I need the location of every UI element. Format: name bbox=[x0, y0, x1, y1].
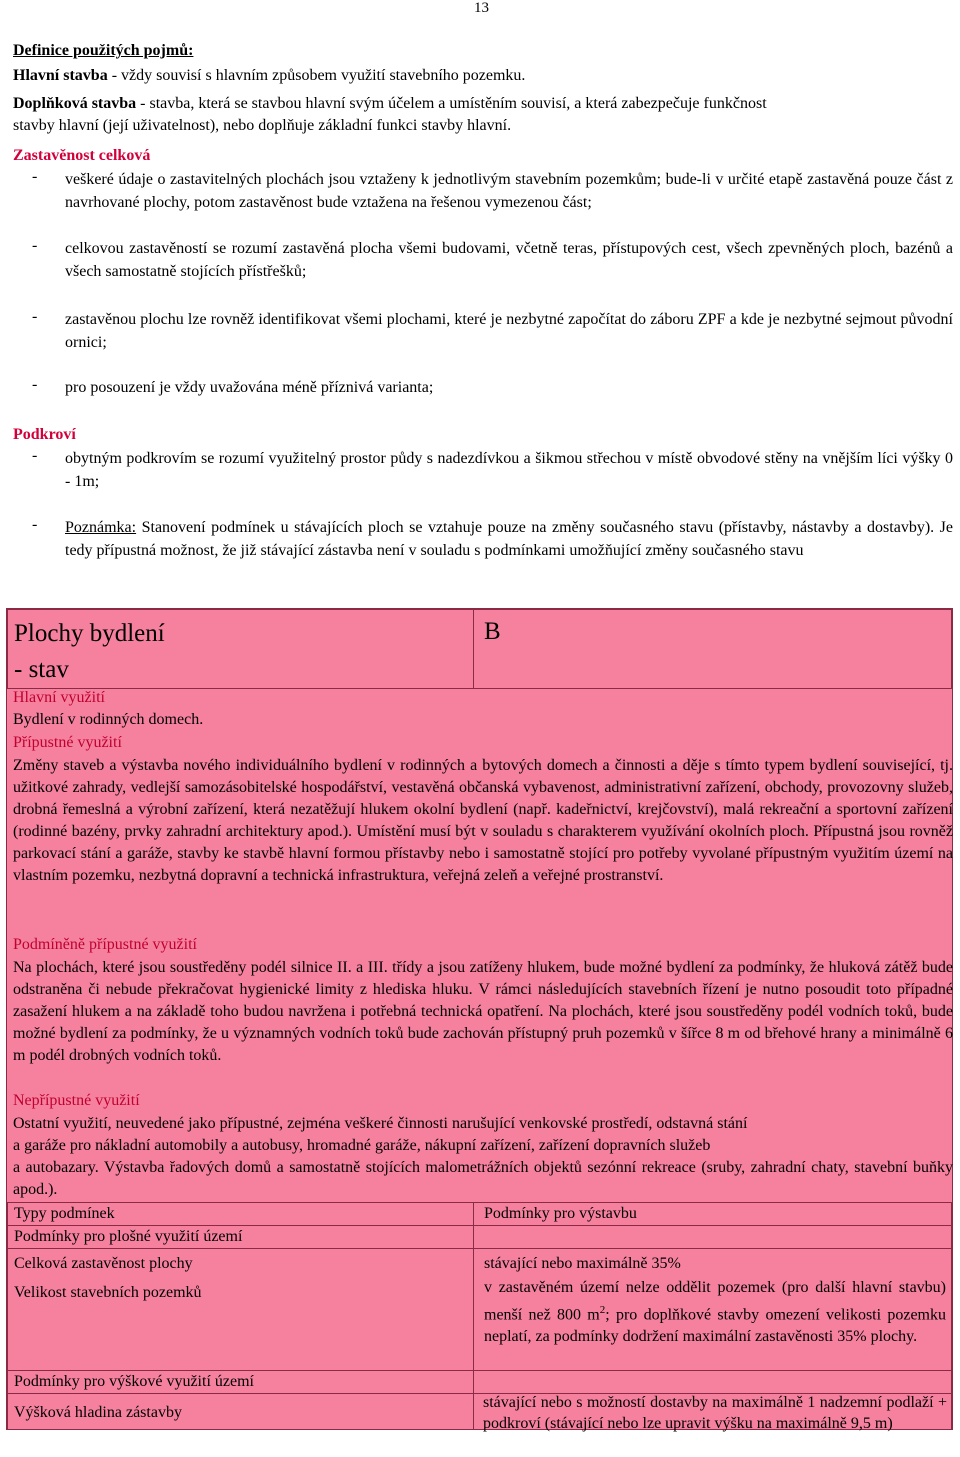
plot-size-value-text-2: ; pro doplňkové stavby omezení velikosti pozemku neplatí, za podmínky dodržení maximální zastavěnosti 35% plochy. bbox=[484, 1306, 946, 1346]
aux-building-label: Doplňková stavba bbox=[13, 95, 137, 112]
title-line-1: Plochy bydlení bbox=[14, 620, 165, 647]
main-building-label: Hlavní stavba bbox=[13, 67, 108, 84]
main-building-definition bbox=[13, 65, 953, 87]
coverage-item: celkovou zastavěností se rozumí zastavěná plocha všemi budovami, včetně teras, přístupových cest, všech zpevněných ploch, bazénů a všech samostatně stojících přístřešků; bbox=[65, 240, 953, 280]
coverage-item: pro posouzení je vždy uvažována méně příznivá varianta; bbox=[65, 379, 434, 396]
plot-left-cell bbox=[7, 1248, 474, 1371]
total-coverage-value: stávající nebo maximálně 35% bbox=[484, 1255, 681, 1272]
page-number: 13 bbox=[474, 0, 489, 16]
aux-building-definition bbox=[13, 93, 953, 115]
aux-building-text: - stavba, která se stavbou hlavní svým účelem a umístěním souvisí, a která zabezpečuje funkčnost bbox=[136, 95, 767, 112]
plot-conditions-empty bbox=[473, 1225, 952, 1249]
coverage-heading: Zastavěnost celková bbox=[13, 147, 151, 164]
permitted-use-label: Přípustné využití bbox=[13, 734, 122, 751]
bullet-dash: - bbox=[32, 516, 38, 533]
forbidden-use-line-2: a garáže pro nákladní automobily a autobusy, hromadné garáže, nákupní zařízení, zařízení dopravních služeb bbox=[13, 1137, 711, 1154]
plot-size-value-text: v zastavěném území nelze oddělit pozemek (pro další hlavní stavbu) menší než 800 m bbox=[484, 1279, 946, 1324]
total-coverage-label: Celková zastavěnost plochy bbox=[14, 1255, 193, 1272]
plot-size-label: Velikost stavebních pozemků bbox=[14, 1284, 202, 1301]
main-building-text: - vždy souvisí s hlavním způsobem využití stavebního pozemku. bbox=[107, 67, 526, 84]
permitted-use-text: Změny staveb a výstavba nového individuálního bydlení v rodinných a bytových domech a činnosti a děje s tímto typem bydlení související, tj. užitkové zahrady, vedlejší samozásobitelské hospodářství, vestavěná občanská vybavenost, administrativní zařízení, obchody, provozovny služeb, drobná řemeslná a výrobní zařízení, která nezatěžují hlukem okolní bydlení (např. kadeřnictví, krejčovství), malá rekreační a sportovní zařízení (rodinné bazény, prvky zahradní architektury apod.). Umístění musí být v souladu s charakterem využívání okolních ploch. Přípustná jsou rovněž parkovací stání a garáže, stavby ke stavbě hlavní formou přístavby nebo i samostatně stojící pro potřeby vyvolané přípustným využitím území na vlastním pozemku, nezbytná dopravní a technická infrastruktura, veřejná zeleň a veřejné prostranství. bbox=[13, 757, 953, 884]
title-line-2: - stav bbox=[14, 656, 69, 683]
height-value: stávající nebo s možností dostavby na maximálně 1 nadzemní podlaží + podkroví (stávající nebo lze upravit výšku na maximálně 9,5 m) bbox=[483, 1394, 947, 1432]
bullet-dash: - bbox=[32, 237, 38, 254]
definitions-heading: Definice použitých pojmů: bbox=[13, 42, 194, 59]
note-label: Poznámka: bbox=[65, 519, 137, 536]
main-use-label: Hlavní využití bbox=[13, 689, 105, 706]
attic-item: obytným podkrovím se rozumí využitelný prostor půdy s nadezdívkou a šikmou střechou v místě obvodové stěny na vnějším líci výšky 0 - 1m; bbox=[65, 450, 953, 490]
attic-heading: Podkroví bbox=[13, 426, 76, 443]
main-use-text: Bydlení v rodinných domech. bbox=[13, 711, 204, 728]
code-cell bbox=[473, 609, 952, 689]
height-conditions-label: Podmínky pro výškové využití území bbox=[14, 1373, 254, 1390]
conditions-header-cell bbox=[473, 1202, 952, 1226]
conditional-use-text: Na plochách, které jsou soustředěny podél silnice II. a III. třídy a jsou zatíženy hlukem, bude možné bydlení za podmínky, že hluková zátěž bude odstraněna či nebude překračovat hygienické limity z hlediska hluku. V rámci následujících stavebních řízení je nutno posoudit toto případné zasažení hlukem a na základě toho budou navržena i potřebná technická opatření. Na plochách, které jsou soustředěny podél vodních toků, bude možné bydlení za podmínky, že u významných vodních toků bude zachován přístupný pruh pozemků v šířce 8 m od břehové hrany a minimálně 6 m podél drobných vodních toků. bbox=[13, 959, 953, 1064]
conditions-header: Podmínky pro výstavbu bbox=[484, 1205, 637, 1222]
bullet-dash: - bbox=[32, 308, 38, 325]
title-cell bbox=[7, 609, 474, 689]
coverage-item: zastavěnou plochu lze rovněž identifikovat všemi plochami, které je nezbytné započítat do záboru ZPF a kde je nezbytné sejmout původní ornici; bbox=[65, 311, 953, 351]
bullet-dash: - bbox=[32, 447, 38, 464]
types-header: Typy podmínek bbox=[14, 1205, 115, 1222]
plot-conditions-label: Podmínky pro plošné využití území bbox=[14, 1228, 243, 1245]
zone-code: B bbox=[484, 618, 501, 645]
conditional-use-label: Podmíněně přípustné využití bbox=[13, 936, 197, 953]
coverage-item: veškeré údaje o zastavitelných plochách jsou vztaženy k jednotlivým stavebním pozemkům; bude-li v určité etapě zastavěná pouze část z navrhované plochy, potom zastavěnost bude vztažena na řešenou vymezenou část; bbox=[65, 171, 953, 211]
bullet-dash: - bbox=[32, 376, 38, 393]
plot-size-value bbox=[484, 1277, 946, 1348]
height-conditions-cell bbox=[7, 1370, 474, 1394]
height-left-cell bbox=[7, 1393, 474, 1430]
attic-note bbox=[65, 516, 953, 562]
forbidden-use-line-1: Ostatní využití, neuvedené jako přípustné, zejména veškeré činnosti narušující venkovské prostředí, odstavná stání bbox=[13, 1115, 748, 1132]
forbidden-use-label: Nepřípustné využití bbox=[13, 1092, 140, 1109]
aux-building-text-2: stavby hlavní (její uživatelnost), nebo doplňuje základní funkci stavby hlavní. bbox=[13, 117, 512, 134]
types-header-cell bbox=[7, 1202, 474, 1226]
note-text: Stanovení podmínek u stávajících ploch se vztahuje pouze na změny současného stavu (přístavby, nástavby a dostavby). Je tedy přípustná možnost, že již stávající zástavba není v souladu s podmínkami umožňující změny současného stavu bbox=[65, 519, 953, 559]
plot-conditions-cell bbox=[7, 1225, 474, 1249]
height-conditions-empty bbox=[473, 1370, 952, 1394]
height-label: Výšková hladina zástavby bbox=[14, 1404, 182, 1421]
bullet-dash: - bbox=[32, 168, 38, 185]
plot-right-cell bbox=[473, 1248, 952, 1371]
forbidden-use-line-3: a autobazary. Výstavba řadových domů a samostatně stojících malometrážních objektů sezónní rekreace (sruby, zahradní chaty, stavební buňky apod.). bbox=[13, 1159, 953, 1198]
zoning-table bbox=[6, 608, 953, 1430]
plot-size-sup: 2 bbox=[599, 1304, 606, 1316]
